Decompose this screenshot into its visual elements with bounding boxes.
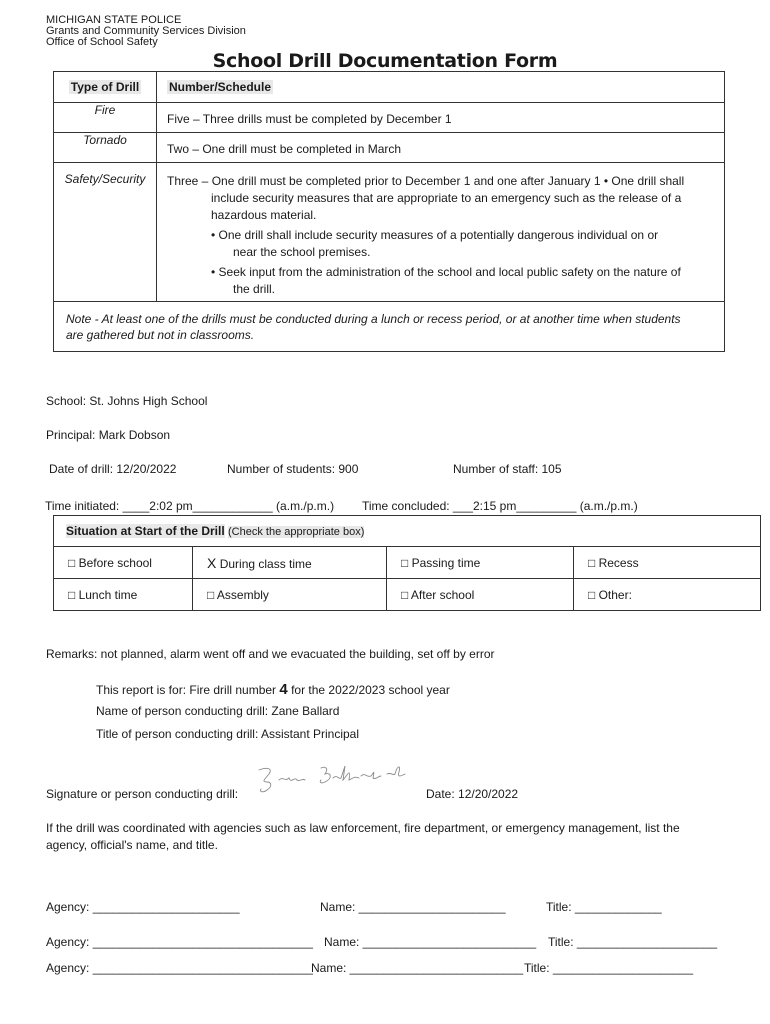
situation-header-row (54, 516, 761, 547)
agency-official-name-field[interactable]: Name: ______________________ (320, 900, 506, 914)
conductor-title-field: Title of person conducting drill: Assistant Principal (96, 727, 360, 741)
drill-type-safety: Safety/Security (54, 163, 157, 302)
drill-schedule-fire: Five – Three drills must be completed by December 1 (157, 103, 725, 133)
agency-official-title-field[interactable]: Title: _____________________ (524, 961, 694, 975)
safety-text-line: • Seek input from the administration of the school and local public safety on the nature of (211, 265, 681, 279)
school-field: School: St. Johns High School (46, 394, 208, 408)
agency-field[interactable]: Agency: _________________________________ (46, 935, 313, 949)
table-header-row (54, 72, 725, 103)
drill-number: 4 (279, 681, 288, 698)
option-assembly[interactable]: □ Assembly (193, 579, 387, 611)
header-number-schedule: Number/Schedule (169, 80, 272, 94)
note-line: are gathered but not in classrooms. (66, 328, 255, 342)
drill-note (54, 302, 725, 352)
division-name: Grants and Community Services Division (46, 25, 246, 37)
option-recess[interactable]: □ Recess (574, 547, 761, 579)
conductor-name-field: Name of person conducting drill: Zane Ballard (96, 704, 340, 718)
coordination-instructions: agency, official's name, and title. (46, 838, 218, 852)
safety-text-line: hazardous material. (211, 208, 317, 222)
option-during-class-time[interactable] (193, 547, 387, 579)
header-type-of-drill: Type of Drill (70, 80, 140, 94)
situation-table (53, 515, 761, 611)
safety-text-line: • One drill shall include security measures of a potentially dangerous individual on or (211, 228, 659, 242)
safety-text-line: include security measures that are appropriate to an emergency such as the release of a (211, 191, 682, 205)
agency-field[interactable]: Agency: ______________________ (46, 900, 240, 914)
table-note-row (54, 302, 725, 352)
students-count-field: Number of students: 900 (227, 462, 359, 476)
agency-official-title-field[interactable]: Title: _____________________ (548, 935, 718, 949)
option-label: During class time (219, 556, 312, 571)
checked-mark: X (207, 554, 217, 571)
note-line: Note - At least one of the drills must be conducted during a lunch or recess period, or at another time when students (66, 312, 681, 326)
drill-requirements-table (53, 71, 725, 352)
report-line (96, 681, 450, 698)
situation-instruction: (Check the appropriate box) (228, 526, 365, 538)
option-other[interactable]: □ Other: (574, 579, 761, 611)
report-prefix: This report is for: Fire drill number (96, 683, 280, 697)
signature-date-field: Date: 12/20/2022 (426, 787, 519, 801)
option-before-school[interactable]: □ Before school (54, 547, 193, 579)
coordination-instructions: If the drill was coordinated with agencies such as law enforcement, fire department, or emergency management, list the (46, 821, 680, 835)
option-lunch-time[interactable]: □ Lunch time (54, 579, 193, 611)
table-row (54, 163, 725, 302)
form-title: School Drill Documentation Form (212, 50, 558, 72)
option-after-school[interactable]: □ After school (387, 579, 574, 611)
drill-type-fire: Fire (54, 103, 157, 133)
option-passing-time[interactable]: □ Passing time (387, 547, 574, 579)
time-concluded-field: Time concluded: ___2:15 pm_________ (a.m./p.m.) (362, 499, 638, 513)
staff-count-field: Number of staff: 105 (453, 462, 562, 476)
safety-text-line: the drill. (233, 282, 276, 296)
principal-field: Principal: Mark Dobson (46, 428, 171, 442)
time-initiated-field: Time initiated: ____2:02 pm____________ (a.m./p.m.) (45, 499, 335, 513)
remarks-field: Remarks: not planned, alarm went off and we evacuated the building, set off by error (46, 647, 495, 661)
agency-name: MICHIGAN STATE POLICE (46, 14, 182, 26)
situation-row (54, 547, 761, 579)
date-of-drill-field: Date of drill: 12/20/2022 (49, 462, 177, 476)
table-row (54, 103, 725, 133)
agency-official-title-field[interactable]: Title: _____________ (546, 900, 662, 914)
safety-text-line: near the school premises. (233, 245, 371, 259)
drill-type-tornado: Tornado (54, 133, 157, 163)
signature-image (255, 762, 415, 798)
agency-official-name-field[interactable]: Name: __________________________ (311, 961, 524, 975)
drill-schedule-safety (157, 163, 725, 302)
office-name: Office of School Safety (46, 36, 158, 48)
situation-row (54, 579, 761, 611)
signature-label: Signature or person conducting drill: (46, 787, 239, 801)
agency-official-name-field[interactable]: Name: __________________________ (324, 935, 537, 949)
report-suffix: for the 2022/2023 school year (287, 683, 450, 697)
agency-field[interactable]: Agency: _________________________________ (46, 961, 313, 975)
drill-schedule-tornado: Two – One drill must be completed in March (157, 133, 725, 163)
table-row (54, 133, 725, 163)
safety-text-line: Three – One drill must be completed prior to December 1 and one after January 1 • One drill shall (167, 174, 685, 188)
situation-heading: Situation at Start of the Drill (66, 524, 225, 538)
